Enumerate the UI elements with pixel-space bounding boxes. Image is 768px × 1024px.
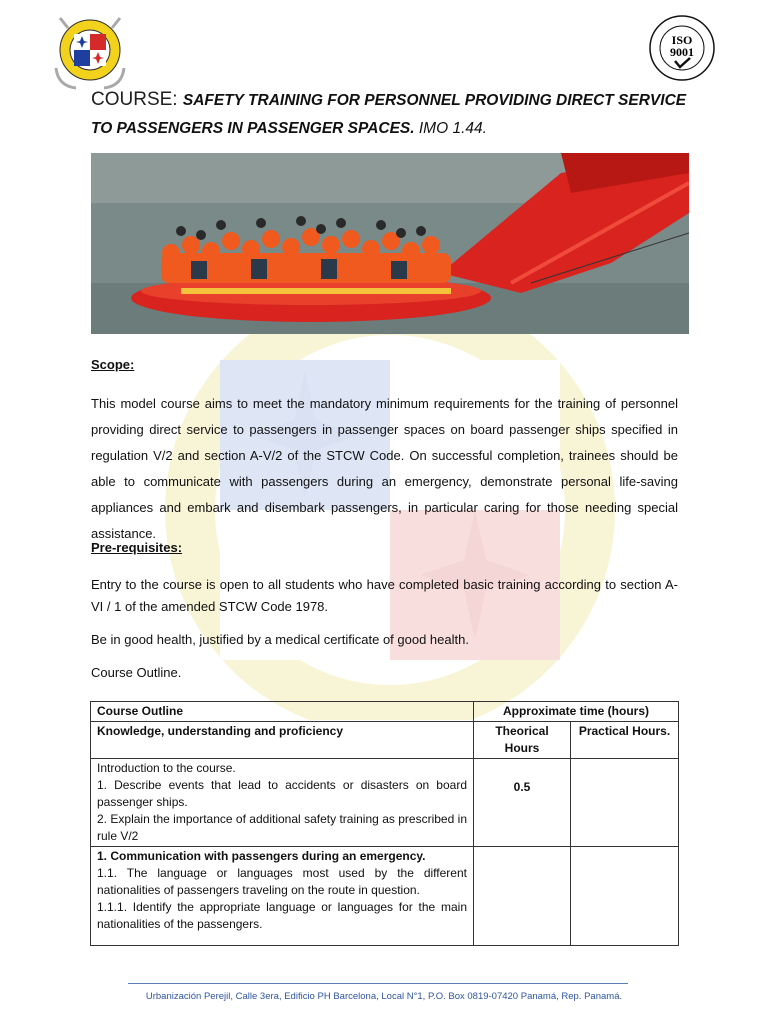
course-label: COURSE: — [91, 89, 183, 110]
header-approx-time: Approximate time (hours) — [474, 702, 679, 722]
footer-address: Urbanización Perejil, Calle 3era, Edificio PH Barcelona, Local N°1, P.O. Box 0819-07420 Panamá, Rep. Panamá. — [145, 991, 623, 1002]
footer-divider — [128, 983, 628, 984]
row-1-practical — [571, 759, 679, 847]
row-1-content — [91, 759, 474, 847]
course-outline-table — [90, 701, 679, 946]
course-name: SAFETY TRAINING FOR PERSONNEL PROVIDING DIRECT SERVICE TO PASSENGERS IN PASSENGER SPACES. — [91, 92, 687, 137]
row-2-line-3: 1.1.1. Identify the appropriate language or languages for the main nationalities of the passengers. — [97, 900, 467, 931]
row-2-theory — [474, 847, 571, 946]
row-2-content — [91, 847, 474, 946]
prerequisites-heading: Pre-requisites: — [91, 540, 183, 555]
table-row — [91, 759, 679, 847]
row-1-line-1: Introduction to the course. — [97, 761, 236, 775]
institute-logo — [48, 8, 132, 92]
prerequisites-text-1: Entry to the course is open to all students who have completed basic training according to section A-VI / 1 of the amended STCW Code 1978. — [91, 577, 678, 614]
iso-certification-seal — [648, 14, 716, 82]
course-outline-label: Course Outline. — [91, 665, 182, 680]
row-2-practical — [571, 847, 679, 946]
liferaft-photo — [91, 153, 689, 334]
header-theorical-hours: Theorical Hours — [474, 722, 571, 759]
header-course-outline: Course Outline — [91, 702, 474, 722]
row-2-line-1: 1. Communication with passengers during an emergency. — [97, 849, 426, 863]
row-1-theory: 0.5 — [474, 759, 571, 847]
imo-code: IMO 1.44. — [414, 120, 487, 137]
scope-text: This model course aims to meet the mandatory minimum requirements for the training of personnel providing direct service to passengers in passenger spaces on board passenger ships specified in regulation V/2 and section A-V/2 of the STCW Code. On successful completion, trainees should be able to communicate with passengers during an emergency, demonstrate personal life-saving appliances and embark and disembark passengers, in particular caring for those needing special assistance. — [91, 396, 678, 541]
header-knowledge: Knowledge, understanding and proficiency — [91, 722, 474, 759]
course-title — [91, 86, 691, 143]
table-row — [91, 847, 679, 946]
iso-text: ISO — [671, 33, 693, 47]
row-1-line-3: 2. Explain the importance of additional safety training as prescribed in rule V/2 — [97, 812, 467, 843]
iso-number: 9001 — [670, 45, 694, 59]
row-2-line-2: 1.1. The language or languages most used by the different nationalities of passengers traveling on the route in question. — [97, 866, 467, 897]
prerequisites-text-2: Be in good health, justified by a medical certificate of good health. — [91, 632, 469, 647]
header-practical-hours: Practical Hours. — [571, 722, 679, 759]
row-1-line-2: 1. Describe events that lead to accidents or disasters on board passenger ships. — [97, 778, 467, 809]
scope-heading: Scope: — [91, 357, 135, 372]
